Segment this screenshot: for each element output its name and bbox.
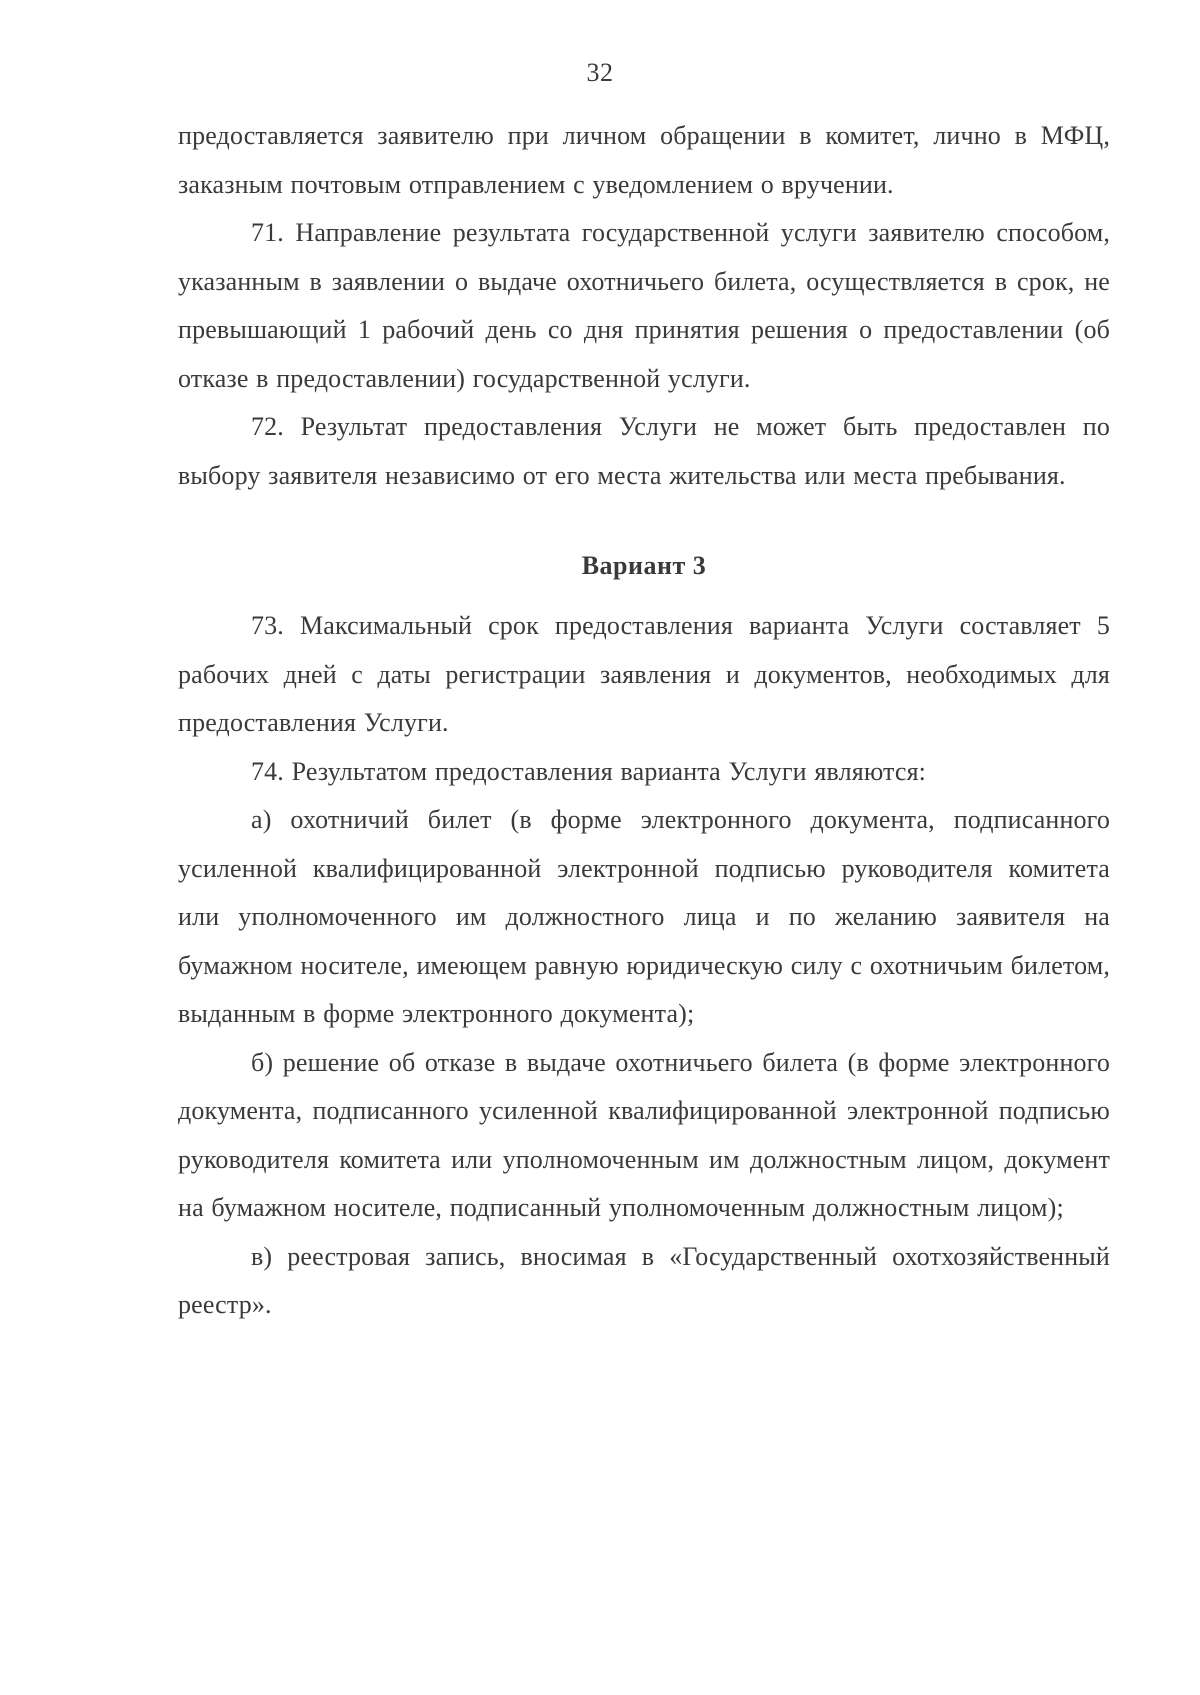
list-item-a: а) охотничий билет (в форме электронного документа, подписанного усиленной квалифицированной электронной подписью руководителя комитета или уполномоченного им должностного лица и по желанию заявителя на бумажном носителе, имеющем равную юридическую силу с охотничьим билетом, выданным в форме электронного документа); [178, 805, 1110, 1028]
document-body [178, 112, 1110, 1330]
page-number: 32 [586, 58, 614, 87]
section-heading: Вариант 3 [581, 551, 707, 580]
spacer [178, 500, 1110, 542]
paragraph-72: 72. Результат предоставления Услуги не может быть предоставлен по выбору заявителя независимо от его места жительства или места пребывания. [178, 412, 1110, 490]
paragraph-71: 71. Направление результата государственной услуги заявителю способом, указанным в заявлении о выдаче охотничьего билета, осуществляется в срок, не превышающий 1 рабочий день со дня принятия решения о предоставлении (об отказе в предоставлении) государственной услуги. [178, 218, 1110, 393]
list-item-v: в) реестровая запись, вносимая в «Государственный охотхозяйственный реестр». [178, 1241, 1110, 1319]
list-item-b: б) решение об отказе в выдаче охотничьего билета (в форме электронного документа, подписанного усиленной квалифицированной электронной подписью руководителя комитета или уполномоченным им должностным лицом, документ на бумажном носителе, подписанный уполномоченным должностным лицом); [178, 1047, 1110, 1222]
spacer [178, 590, 1110, 602]
paragraph-74: 74. Результатом предоставления варианта Услуги являются: [251, 756, 927, 786]
paragraph-73: 73. Максимальный срок предоставления варианта Услуги составляет 5 рабочих дней с даты регистрации заявления и документов, необходимых для предоставления Услуги. [178, 611, 1110, 737]
paragraph-continuation: предоставляется заявителю при личном обращении в комитет, лично в МФЦ, заказным почтовым отправлением с уведомлением о вручении. [178, 121, 1110, 199]
